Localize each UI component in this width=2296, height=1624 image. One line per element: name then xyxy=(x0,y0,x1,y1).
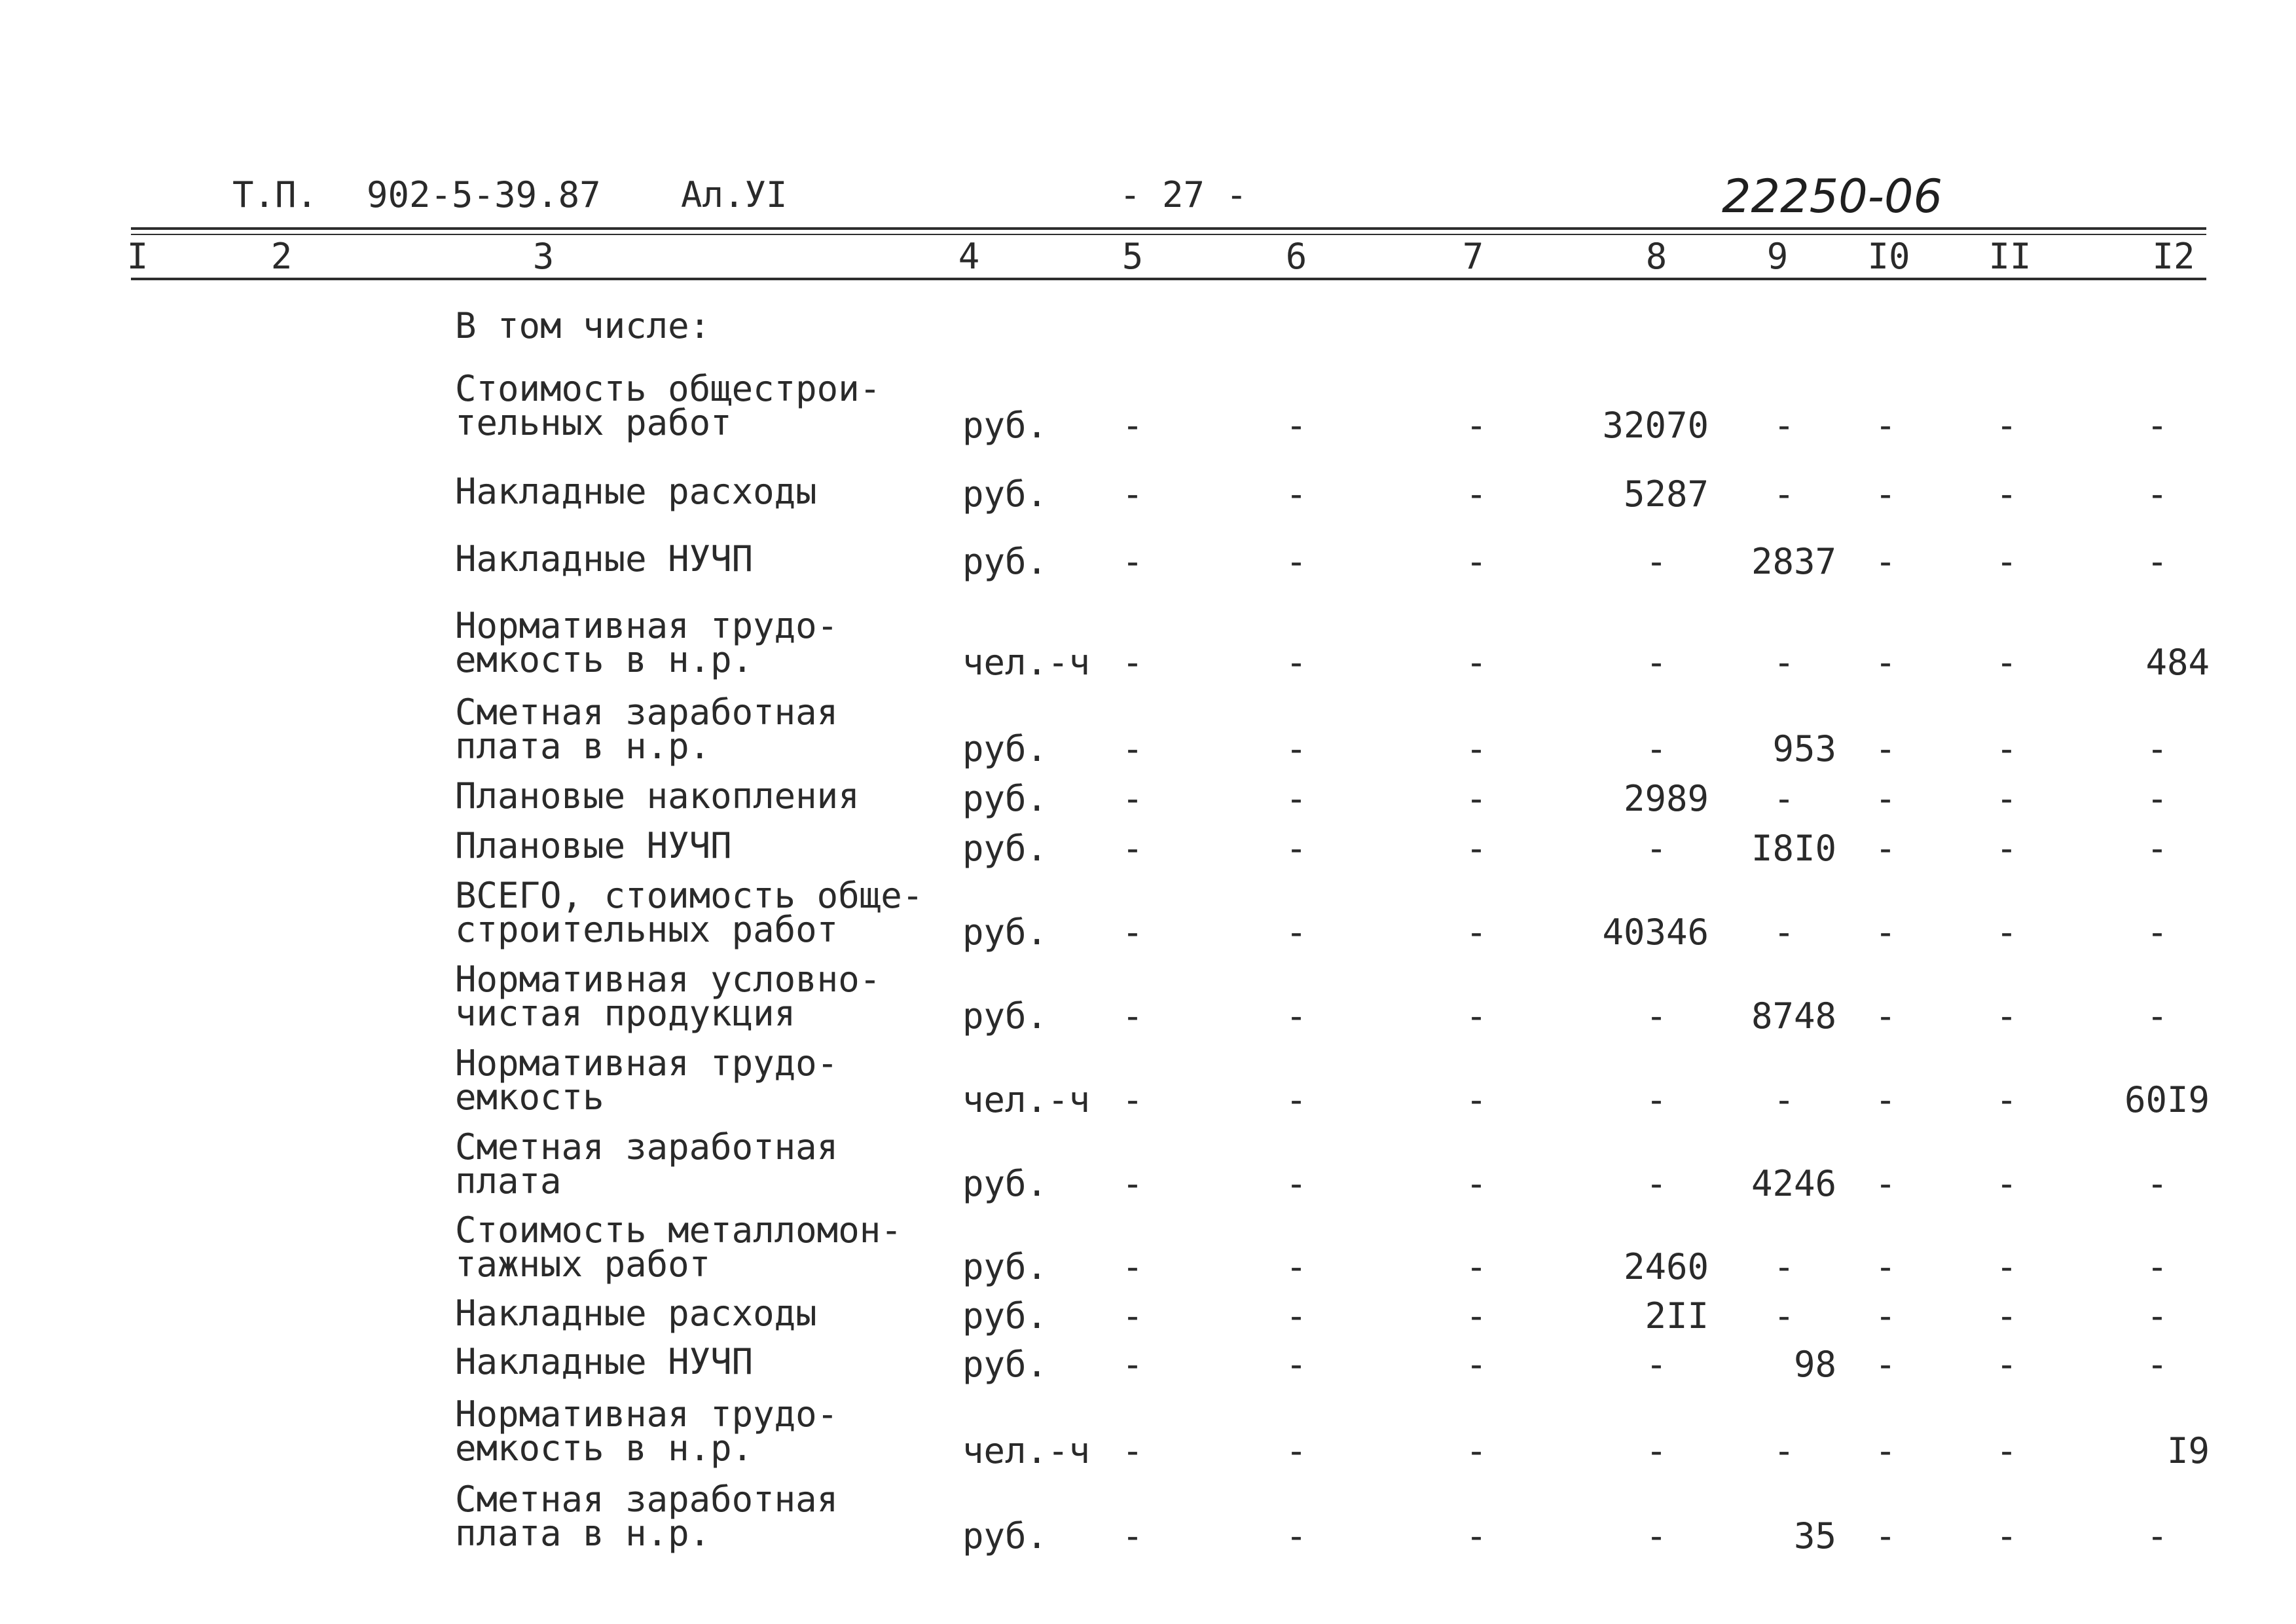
value-cell-c9: 8748 xyxy=(1751,995,1836,1037)
value-cell-c10: - xyxy=(1874,1295,1897,1337)
value-cell-c7: - xyxy=(1465,1295,1487,1337)
header-rule-top xyxy=(131,227,2206,230)
column-number-9: 9 xyxy=(1766,236,1789,277)
value-cell-c7: - xyxy=(1465,828,1487,869)
value-cell-c7: - xyxy=(1465,473,1487,515)
value-cell-c9: - xyxy=(1773,912,1795,953)
value-cell-c11: - xyxy=(1995,1515,2018,1557)
table-row xyxy=(0,1077,2296,1120)
value-cell-c5: - xyxy=(1121,642,1144,683)
value-cell-c7: - xyxy=(1465,1344,1487,1385)
value-cell-c6: - xyxy=(1285,778,1307,819)
value-cell-c10: - xyxy=(1874,1515,1897,1557)
column-number-11: II xyxy=(1988,236,2032,277)
value-cell-c9: - xyxy=(1773,1079,1795,1120)
table-row xyxy=(0,1341,2296,1385)
column-number-5: 5 xyxy=(1121,236,1144,277)
table-row xyxy=(0,471,2296,515)
row-label-line1: Плановые НУЧП xyxy=(455,825,732,866)
value-cell-c7: - xyxy=(1465,778,1487,819)
value-cell-c9: - xyxy=(1773,1246,1795,1287)
value-cell-c8: 32070 xyxy=(1602,405,1709,446)
column-number-7: 7 xyxy=(1462,236,1484,277)
value-cell-c6: - xyxy=(1285,473,1307,515)
value-cell-c12: - xyxy=(2146,778,2168,819)
value-cell-c12: - xyxy=(2146,828,2168,869)
value-cell-c10: - xyxy=(1874,1163,1897,1204)
value-cell-c6: - xyxy=(1285,1344,1307,1385)
value-cell-c12: 60I9 xyxy=(2124,1079,2210,1120)
unit-cell: руб. xyxy=(962,778,1048,819)
unit-cell: руб. xyxy=(962,912,1048,953)
value-cell-c6: - xyxy=(1285,642,1307,683)
value-cell-c9: 35 xyxy=(1793,1515,1836,1557)
section-label: В том числе: xyxy=(455,305,711,346)
value-cell-c5: - xyxy=(1121,778,1144,819)
value-cell-c10: - xyxy=(1874,912,1897,953)
row-label-line1: Сметная заработная xyxy=(455,692,839,733)
column-number-8: 8 xyxy=(1645,236,1667,277)
value-cell-c10: - xyxy=(1874,1430,1897,1471)
value-cell-c11: - xyxy=(1995,1430,2018,1471)
value-cell-c6: - xyxy=(1285,1163,1307,1204)
value-cell-c5: - xyxy=(1121,728,1144,769)
value-cell-c7: - xyxy=(1465,1246,1487,1287)
value-cell-c9: I8I0 xyxy=(1751,828,1836,869)
unit-cell: чел.-ч xyxy=(962,642,1091,683)
value-cell-c12: - xyxy=(2146,1344,2168,1385)
value-cell-c12: - xyxy=(2146,728,2168,769)
row-label-line2: емкость в н.р. xyxy=(455,1428,754,1469)
value-cell-c8: - xyxy=(1645,541,1667,582)
table-row xyxy=(0,726,2296,769)
column-number-12: I2 xyxy=(2152,236,2195,277)
value-cell-c9: - xyxy=(1773,405,1795,446)
row-label-line2: емкость в н.р. xyxy=(455,639,754,680)
value-cell-c11: - xyxy=(1995,995,2018,1037)
value-cell-c7: - xyxy=(1465,912,1487,953)
value-cell-c8: - xyxy=(1645,1163,1667,1204)
value-cell-c5: - xyxy=(1121,1246,1144,1287)
value-cell-c10: - xyxy=(1874,405,1897,446)
value-cell-c11: - xyxy=(1995,1079,2018,1120)
unit-cell: руб. xyxy=(962,541,1048,582)
value-cell-c12: - xyxy=(2146,1295,2168,1337)
column-number-4: 4 xyxy=(958,236,980,277)
value-cell-c12: - xyxy=(2146,405,2168,446)
row-label-line2: плата xyxy=(455,1160,562,1202)
value-cell-c6: - xyxy=(1285,1430,1307,1471)
table-row xyxy=(0,1513,2296,1557)
value-cell-c7: - xyxy=(1465,995,1487,1037)
value-cell-c11: - xyxy=(1995,1246,2018,1287)
table-row xyxy=(0,1244,2296,1287)
value-cell-c8: - xyxy=(1645,728,1667,769)
row-label-line1: Нормативная условно- xyxy=(455,959,881,1000)
row-label-line2: тельных работ xyxy=(455,402,732,443)
value-cell-c9: - xyxy=(1773,1295,1795,1337)
row-label-line1: Накладные расходы xyxy=(455,471,817,512)
value-cell-c5: - xyxy=(1121,1430,1144,1471)
value-cell-c5: - xyxy=(1121,828,1144,869)
value-cell-c9: - xyxy=(1773,642,1795,683)
value-cell-c6: - xyxy=(1285,1515,1307,1557)
value-cell-c12: - xyxy=(2146,541,2168,582)
value-cell-c6: - xyxy=(1285,828,1307,869)
value-cell-c11: - xyxy=(1995,1295,2018,1337)
value-cell-c7: - xyxy=(1465,405,1487,446)
unit-cell: руб. xyxy=(962,1246,1048,1287)
value-cell-c12: - xyxy=(2146,912,2168,953)
value-cell-c8: 5287 xyxy=(1623,473,1709,515)
value-cell-c11: - xyxy=(1995,912,2018,953)
value-cell-c7: - xyxy=(1465,1079,1487,1120)
table-row xyxy=(0,909,2296,953)
value-cell-c9: - xyxy=(1773,1430,1795,1471)
value-cell-c11: - xyxy=(1995,828,2018,869)
value-cell-c11: - xyxy=(1995,1344,2018,1385)
value-cell-c6: - xyxy=(1285,405,1307,446)
album-label: Ал.УI xyxy=(681,174,788,215)
table-row xyxy=(0,402,2296,446)
project-number: 902-5-39.87 xyxy=(367,174,601,215)
value-cell-c5: - xyxy=(1121,1079,1144,1120)
value-cell-c9: 98 xyxy=(1793,1344,1836,1385)
value-cell-c9: - xyxy=(1773,778,1795,819)
unit-cell: руб. xyxy=(962,1515,1048,1557)
value-cell-c5: - xyxy=(1121,1163,1144,1204)
value-cell-c8: - xyxy=(1645,828,1667,869)
value-cell-c5: - xyxy=(1121,473,1144,515)
value-cell-c12: - xyxy=(2146,473,2168,515)
value-cell-c8: 2460 xyxy=(1623,1246,1709,1287)
unit-cell: руб. xyxy=(962,405,1048,446)
value-cell-c6: - xyxy=(1285,541,1307,582)
value-cell-c8: 2989 xyxy=(1623,778,1709,819)
value-cell-c6: - xyxy=(1285,728,1307,769)
unit-cell: руб. xyxy=(962,1344,1048,1385)
header-rule-bottom xyxy=(131,278,2206,280)
value-cell-c7: - xyxy=(1465,642,1487,683)
value-cell-c8: - xyxy=(1645,995,1667,1037)
row-label-line1: Нормативная трудо- xyxy=(455,1043,839,1084)
value-cell-c10: - xyxy=(1874,728,1897,769)
value-cell-c11: - xyxy=(1995,778,2018,819)
row-label-line2: плата в н.р. xyxy=(455,1513,711,1554)
table-row xyxy=(0,1293,2296,1337)
table-row xyxy=(0,639,2296,683)
column-number-2: 2 xyxy=(270,236,293,277)
unit-cell: руб. xyxy=(962,828,1048,869)
value-cell-c10: - xyxy=(1874,778,1897,819)
column-number-10: I0 xyxy=(1867,236,1910,277)
page-number: - 27 - xyxy=(1120,174,1248,215)
row-label-line1: Сметная заработная xyxy=(455,1126,839,1168)
row-label-line1: Сметная заработная xyxy=(455,1479,839,1520)
value-cell-c5: - xyxy=(1121,1295,1144,1337)
unit-cell: руб. xyxy=(962,473,1048,515)
value-cell-c6: - xyxy=(1285,1246,1307,1287)
row-label-line1: Стоимость общестрои- xyxy=(455,368,881,409)
value-cell-c8: 40346 xyxy=(1602,912,1709,953)
value-cell-c5: - xyxy=(1121,912,1144,953)
value-cell-c10: - xyxy=(1874,995,1897,1037)
value-cell-c10: - xyxy=(1874,1344,1897,1385)
value-cell-c11: - xyxy=(1995,473,2018,515)
value-cell-c11: - xyxy=(1995,728,2018,769)
value-cell-c12: 484 xyxy=(2145,642,2210,683)
value-cell-c7: - xyxy=(1465,1430,1487,1471)
value-cell-c12: - xyxy=(2146,1246,2168,1287)
row-label-line1: Накладные НУЧП xyxy=(455,538,754,580)
row-label-line1: Накладные НУЧП xyxy=(455,1341,754,1382)
value-cell-c5: - xyxy=(1121,1515,1144,1557)
value-cell-c8: - xyxy=(1645,1430,1667,1471)
value-cell-c12: - xyxy=(2146,995,2168,1037)
column-number-3: 3 xyxy=(532,236,555,277)
row-label-line1: Стоимость металломон- xyxy=(455,1209,902,1251)
column-number-1: I xyxy=(126,236,149,277)
row-label-line2: чистая продукция xyxy=(455,993,796,1034)
unit-cell: руб. xyxy=(962,1295,1048,1337)
value-cell-c12: - xyxy=(2146,1163,2168,1204)
value-cell-c9: 2837 xyxy=(1751,541,1836,582)
value-cell-c6: - xyxy=(1285,912,1307,953)
value-cell-c9: 953 xyxy=(1772,728,1836,769)
row-label-line2: плата в н.р. xyxy=(455,726,711,767)
table-row xyxy=(0,538,2296,582)
value-cell-c5: - xyxy=(1121,995,1144,1037)
value-cell-c7: - xyxy=(1465,728,1487,769)
row-label-line1: Плановые накопления xyxy=(455,775,860,817)
document-number: 22250-06 xyxy=(1722,170,1943,223)
unit-cell: руб. xyxy=(962,728,1048,769)
value-cell-c12: - xyxy=(2146,1515,2168,1557)
value-cell-c8: 2II xyxy=(1645,1295,1709,1337)
value-cell-c7: - xyxy=(1465,1515,1487,1557)
value-cell-c12: I9 xyxy=(2166,1430,2210,1471)
unit-cell: чел.-ч xyxy=(962,1430,1091,1471)
value-cell-c7: - xyxy=(1465,1163,1487,1204)
value-cell-c10: - xyxy=(1874,642,1897,683)
header-rule-top-thin xyxy=(131,234,2206,235)
row-label-line2: емкость xyxy=(455,1077,604,1118)
row-label-line1: Нормативная трудо- xyxy=(455,1393,839,1435)
value-cell-c11: - xyxy=(1995,541,2018,582)
row-label-line1: ВСЕГО, стоимость обще- xyxy=(455,875,924,916)
value-cell-c6: - xyxy=(1285,1295,1307,1337)
value-cell-c7: - xyxy=(1465,541,1487,582)
column-number-6: 6 xyxy=(1285,236,1307,277)
value-cell-c5: - xyxy=(1121,1344,1144,1385)
value-cell-c6: - xyxy=(1285,995,1307,1037)
value-cell-c5: - xyxy=(1121,405,1144,446)
row-label-line1: Накладные расходы xyxy=(455,1293,817,1334)
unit-cell: чел.-ч xyxy=(962,1079,1091,1120)
table-row xyxy=(0,825,2296,869)
value-cell-c8: - xyxy=(1645,1515,1667,1557)
row-label-line1: Нормативная трудо- xyxy=(455,605,839,646)
value-cell-c10: - xyxy=(1874,1246,1897,1287)
value-cell-c8: - xyxy=(1645,1079,1667,1120)
value-cell-c10: - xyxy=(1874,1079,1897,1120)
value-cell-c11: - xyxy=(1995,1163,2018,1204)
value-cell-c8: - xyxy=(1645,642,1667,683)
table-row xyxy=(0,775,2296,819)
row-label-line2: строительных работ xyxy=(455,909,839,950)
unit-cell: руб. xyxy=(962,1163,1048,1204)
value-cell-c11: - xyxy=(1995,405,2018,446)
value-cell-c10: - xyxy=(1874,473,1897,515)
unit-cell: руб. xyxy=(962,995,1048,1037)
value-cell-c10: - xyxy=(1874,828,1897,869)
value-cell-c6: - xyxy=(1285,1079,1307,1120)
value-cell-c10: - xyxy=(1874,541,1897,582)
value-cell-c11: - xyxy=(1995,642,2018,683)
value-cell-c9: - xyxy=(1773,473,1795,515)
value-cell-c8: - xyxy=(1645,1344,1667,1385)
table-row xyxy=(0,993,2296,1037)
table-row xyxy=(0,1160,2296,1204)
value-cell-c9: 4246 xyxy=(1751,1163,1836,1204)
value-cell-c5: - xyxy=(1121,541,1144,582)
doc-type-label: Т.П. xyxy=(232,174,318,215)
row-label-line2: тажных работ xyxy=(455,1244,711,1285)
table-row xyxy=(0,1428,2296,1471)
